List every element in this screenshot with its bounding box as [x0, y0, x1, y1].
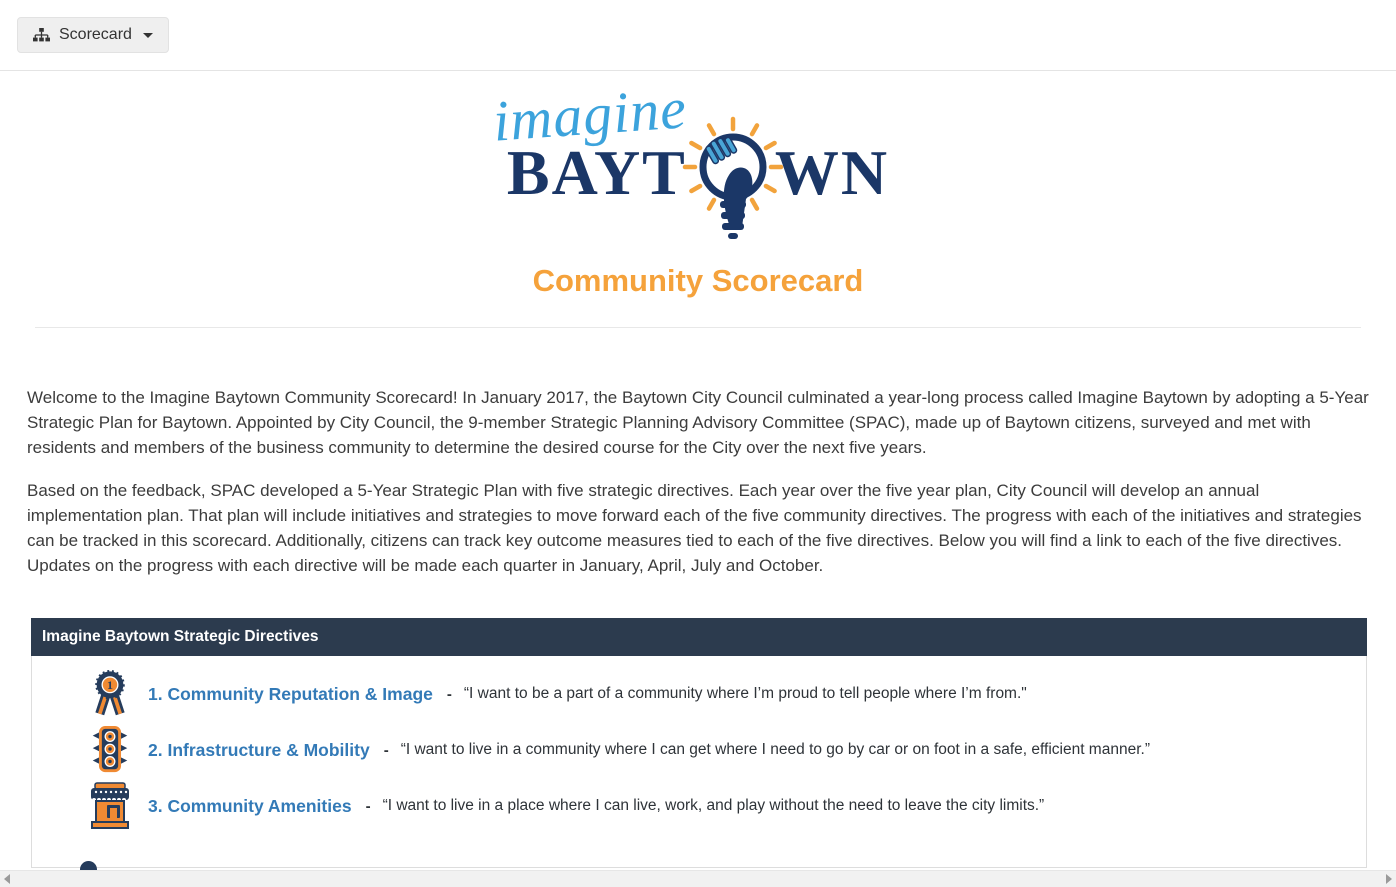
scorecard-menu-button[interactable]	[17, 17, 169, 53]
scorecard-menu-label: Scorecard	[59, 26, 132, 43]
scroll-right-arrow-icon[interactable]	[1386, 874, 1392, 884]
logo-imagine-text: imagine	[490, 75, 689, 154]
horizontal-scrollbar[interactable]	[0, 870, 1396, 887]
directive-quote: “I want to live in a community where I can get where I need to go by car or on foot in a safe, efficient manner.”	[400, 741, 1150, 758]
intro-section	[0, 385, 1396, 578]
imagine-baytown-logo	[490, 75, 890, 208]
separator-dash: -	[383, 741, 389, 759]
divider	[35, 327, 1361, 328]
panel-header: Imagine Baytown Strategic Directives	[31, 618, 1367, 656]
separator-dash: -	[446, 685, 452, 703]
scroll-left-arrow-icon[interactable]	[4, 874, 10, 884]
intro-paragraph-2: Based on the feedback, SPAC developed a 5-Year Strategic Plan with five strategic directives. Each year over the five year plan, City Council will develop an annual implementation plan. That plan will include initiatives and strategies to move forward each of the five community directives. The progress with each of the initiatives and strategies can be tracked in this scorecard. Additionally, citizens can track key outcome measures tied to each of the five directives. Below you will find a link to each of the five directives. Updates on the progress with each directive will be made each quarter in January, April, July and October.	[27, 481, 1362, 575]
directive-row-1	[32, 666, 1366, 722]
traffic-light-icon	[87, 726, 133, 774]
strategic-directives-panel	[31, 618, 1367, 868]
lightbulb-hand-icon	[681, 115, 785, 261]
logo-wn-text: WN	[774, 137, 890, 208]
directive-link-infrastructure-mobility[interactable]: 2. Infrastructure & Mobility	[148, 739, 370, 760]
panel-body	[31, 656, 1367, 868]
directive-quote: “I want to be a part of a community where I’m proud to tell people where I’m from."	[463, 685, 1027, 702]
svg-text:1: 1	[107, 677, 113, 692]
page-title: Community Scorecard	[532, 263, 864, 298]
award-ribbon-icon	[87, 670, 133, 718]
chevron-down-icon	[143, 33, 153, 38]
directive-row-2	[32, 722, 1366, 778]
storefront-icon	[87, 782, 133, 830]
logo-bayt-text: BAYT	[506, 137, 687, 208]
directive-quote: “I want to live in a place where I can live, work, and play without the need to leave the city limits.”	[382, 797, 1045, 814]
top-navbar	[0, 0, 1396, 71]
separator-dash: -	[365, 797, 371, 815]
sitemap-icon	[33, 28, 50, 43]
intro-paragraph-1: Welcome to the Imagine Baytown Community Scorecard! In January 2017, the Baytown City Council culminated a year-long process called Imagine Baytown by adopting a 5-Year Strategic Plan for Baytown. Appointed by City Council, the 9-member Strategic Planning Advisory Committee (SPAC), made up of Baytown citizens, surveyed and met with residents and members of the business community to determine the desired course for the City over the next five years.	[27, 388, 1369, 457]
directive-link-community-amenities[interactable]: 3. Community Amenities	[148, 795, 352, 816]
directive-row-3	[32, 778, 1366, 834]
directive-link-community-reputation[interactable]: 1. Community Reputation & Image	[148, 683, 433, 704]
